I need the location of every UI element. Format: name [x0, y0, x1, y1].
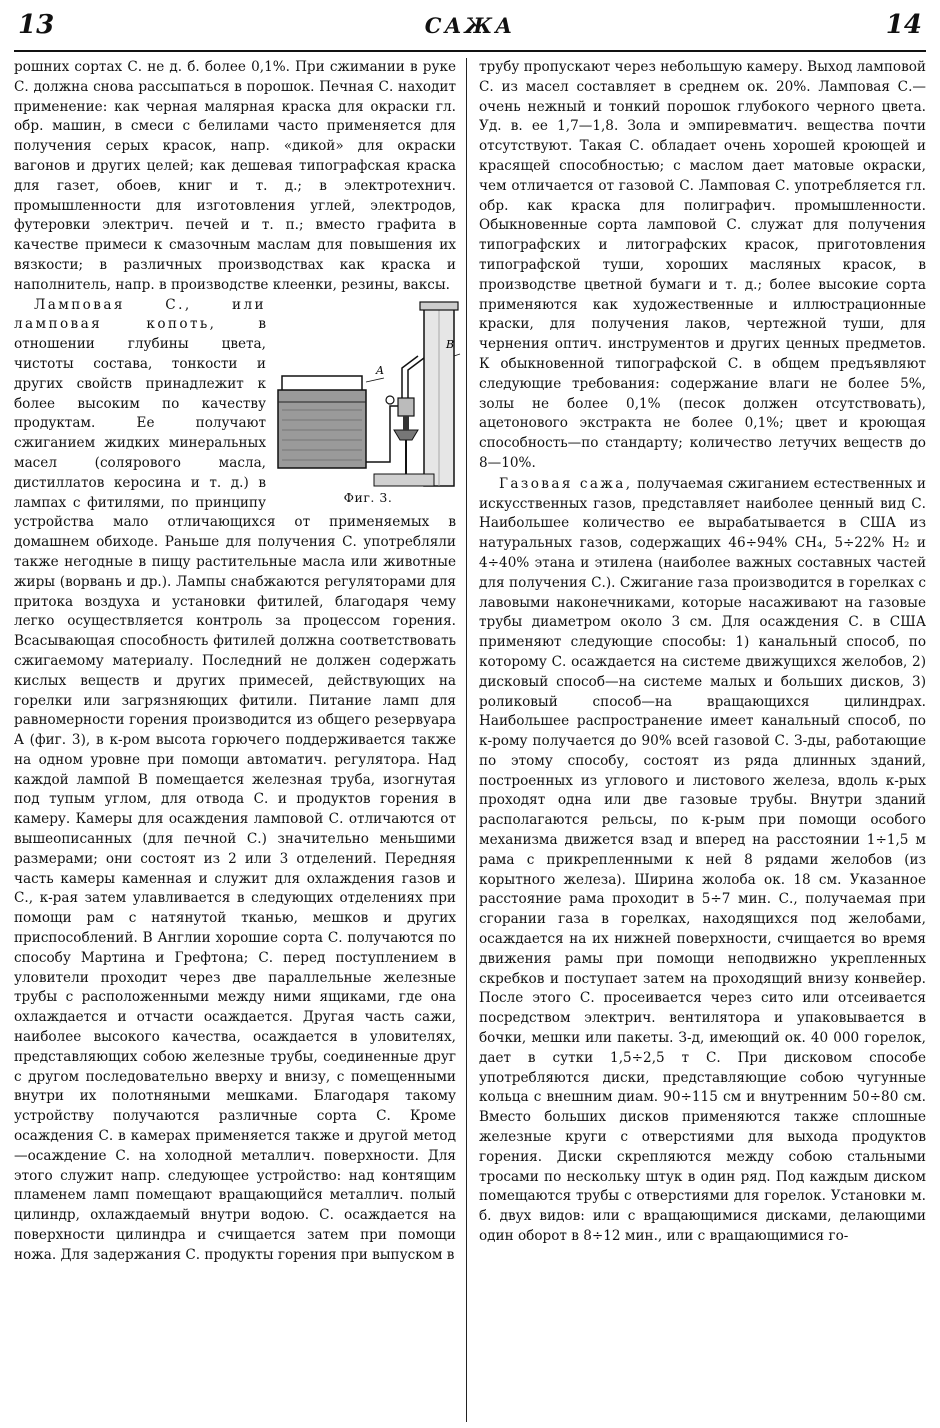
figure-3 [274, 298, 462, 505]
paragraph-gas-soot [479, 475, 926, 1247]
label-b: B [446, 337, 455, 351]
left-column [14, 58, 466, 1422]
page-title: САЖА [424, 12, 516, 38]
page-number-left: 13 [18, 10, 55, 40]
page-number-right: 14 [885, 10, 922, 40]
paragraph-lamp-soot-body: в отношении глубины цвета, чистоты состава, тонкости и других свойств принадлежит к более высоким по качеству продуктам. Ее получают сжиганием жидких минеральных масел (солярового масла, дистиллатов керосина и т. д.) в лампах с фитилями, по принципу устройства мало отличающихся от применяемых в домашнем обиходе. Раньше для получения С. употребляли также негодные в пищу растительные масла или животные жиры (ворвань и др.). Лампы снабжаются регуляторами для притока воздуха и установки фитилей, благодаря чему легко осуществляется контроль за процессом горения. Всасывающая способность фитилей должна соответствовать сжигаемому материалу. Последний не должен содержать кислых веществ и других примесей, действующих на горелки или загрязняющих фитили. Питание ламп для равномерности горения производится из общего резервуара A (фиг. 3), в к-ром высота горючего поддерживается также на одном уровне при помощи автоматич. регулятора. Над каждой лампой B помещается железная труба, изогнутая под тупым углом, для отвода С. и продуктов горения в камеру. Камеры для осаждения ламповой С. отличаются от вышеописанных (для печной С.) значительно меньшими размерами; они состоят из 2 или 3 отделений. Передняя часть камеры каменная и служит для охлаждения газов и С., к-рая затем улавливается в следующих отделениях при помощи рам с натянутой тканью, мешков и других приспособлений. В Англии хорошие сорта С. получаются по способу Мартина и Грефтона; С. перед поступлением в уловители проходит через две параллельные железные трубы с расположенными между ними ящиками, где она охлаждается и отчасти осаждается. Другая часть сажи, наиболее высокого качества, осаждается в уловителях, представляющих собою железные трубы, соединенные друг с другом последовательно вверху и внизу, с помещенными внутри их полотняными мешками. Благодаря такому устройству получаются различные сорта С. Кроме осаждения С. в камерах применяется также и другой метод—осаждение С. на холодной металлич. поверхности. Для этого служит напр. следующее устройство: над контящим пламенем ламп помещают вращающийся металлич. полый цилиндр, охлаждаемый внутри водою. С. осаждается на поверхности цилиндра и счищается затем при помощи ножа. Для задержания С. продукты горения при выпуском в [14, 316, 456, 1263]
right-column [466, 58, 926, 1422]
text-columns [14, 58, 926, 1422]
paragraph-gas-soot-body: получаемая сжиганием естественных и искусственных газов, представляет наиболее ценный вид С. Наибольшее количество ее вырабатывается в США из натуральных газов, содержащих 46÷94% CH₄, 5÷22% H₂ и 4÷40% этана и этилена (наиболее важных составных частей для получения С.). Сжигание газа производится в горелках с лавовыми наконечниками, которые насаживают на газовые трубы диаметром около 3 см. Для осаждения С. в США применяют следующие способы: 1) канальный способ, по которому С. осаждается на системе движущихся желобов, 2) дисковый способ—на системе малых и больших дисков, 3) роликовый способ—на вращающихся цилиндрах. Наибольшее распространение имеет канальный способ, по к-рому получается до 90% всей газовой С. З-ды, работающие по этому способу, состоят из ряда длинных зданий, построенных из углового и листового железа, вдоль к-рых проходят одна или две газовые трубы. Внутри зданий располагаются рельсы, по к-рым при помощи особого механизма движется взад и вперед на расстоянии 1÷1,5 м рама с прикрепленными к ней 8 рядами желобов (из корытного железа). Ширина жолоба ок. 18 см. Указанное расстояние рама проходит в 5÷7 мин. С., получаемая при сгорании газа в горелках, находящихся под желобами, осаждается на их нижней поверхности, счищается во время движения рамы при помощи неподвижно укрепленных скребков и поступает затем на проходящий внизу конвейер. После этого С. просеивается через сито или отсеивается посредством электрич. вентилятора и упаковывается в бочки, мешки или пакеты. З-д, имеющий ок. 40 000 горелок, дает в сутки 1,5÷2,5 т С. При дисковом способе употребляются диски, представляющие собою чугунные кольца с внешним диам. 90÷115 см и внутренним 50÷80 см. Вместо больших дисков применяются также сплошные железные круги с отверстиями для выхода продуктов горения. Диски скрепляются между собою стальными тросами по нескольку штук в один ряд. Под каждым диском помещаются трубы с отверстиями для горелок. Установки м. б. двух видов: или с вращающимися дисками, делающими один оборот в 8÷12 мин., или с вращающимися го- [479, 475, 926, 1245]
section-lead-lamp-soot: Ламповая С., или ламповая копоть, [14, 296, 266, 333]
paragraph-lamp-soot-properties: трубу пропускают через небольшую камеру. Выход ламповой С. из масел составляет в среднем ок. 20%. Ламповая С.—очень нежный и тонкий порошок глубокого черного цвета. Уд. в. ее 1,7—1,8. Зола и эмпиревматич. вещества почти отсутствуют. Такая С. обладает очень хорошей кроющей и красящей способностью; с маслом дает матовые окраски, чем отличается от газовой С. Ламповая С. употребляется гл. обр. как краска для полиграфич. промышленности. Обыкновенные сорта ламповой С. служат для получения типографских и литографских красок, приготовления типографской туши, хороших масляных красок, в производстве цветной бумаги и т. д.; более высокие сорта применяются как художественные и иллюстрационные краски, для получения лаков, чертежной туши, для чернения оптич. инструментов и других ценных предметов. К обыкновенной типографской С. в общем предъявляют следующие требования: содержание влаги не более 5%, золы не более 0,1% (песок должен отсутствовать), ацетонового экстракта не более 0,1%; цвет и кроющая способность—по стандарту; количество летучих веществ до 8—10%. [479, 59, 926, 471]
paragraph-soot-uses: рошних сортах С. не д. б. более 0,1%. При сжимании в руке С. должна снова рассыпаться в порошок. Печная С. находит применение: как черная малярная краска для окраски гл. обр. машин, в смеси с белилами часто применяется для получения серых красок, напр. «дикой» для окраски вагонов и других целей; как дешевая типографская краска для газет, обоев, книг и т. д.; в электротехнич. промышленности для изготовления углей, электродов, футеровки электрич. печей и т. п.; вместо графита в качестве примеси к смазочным маслам для повышения их вязкости; в различных производствах как краска и наполнитель, напр. в производстве клеенки, резины, ваксы. [14, 59, 456, 293]
page-header [14, 0, 926, 52]
figure-caption: Фиг. 3. [343, 489, 393, 505]
label-a: A [376, 363, 384, 377]
lamp-apparatus-illustration [274, 298, 462, 488]
section-lead-gas-soot: Газовая сажа, [499, 475, 633, 492]
